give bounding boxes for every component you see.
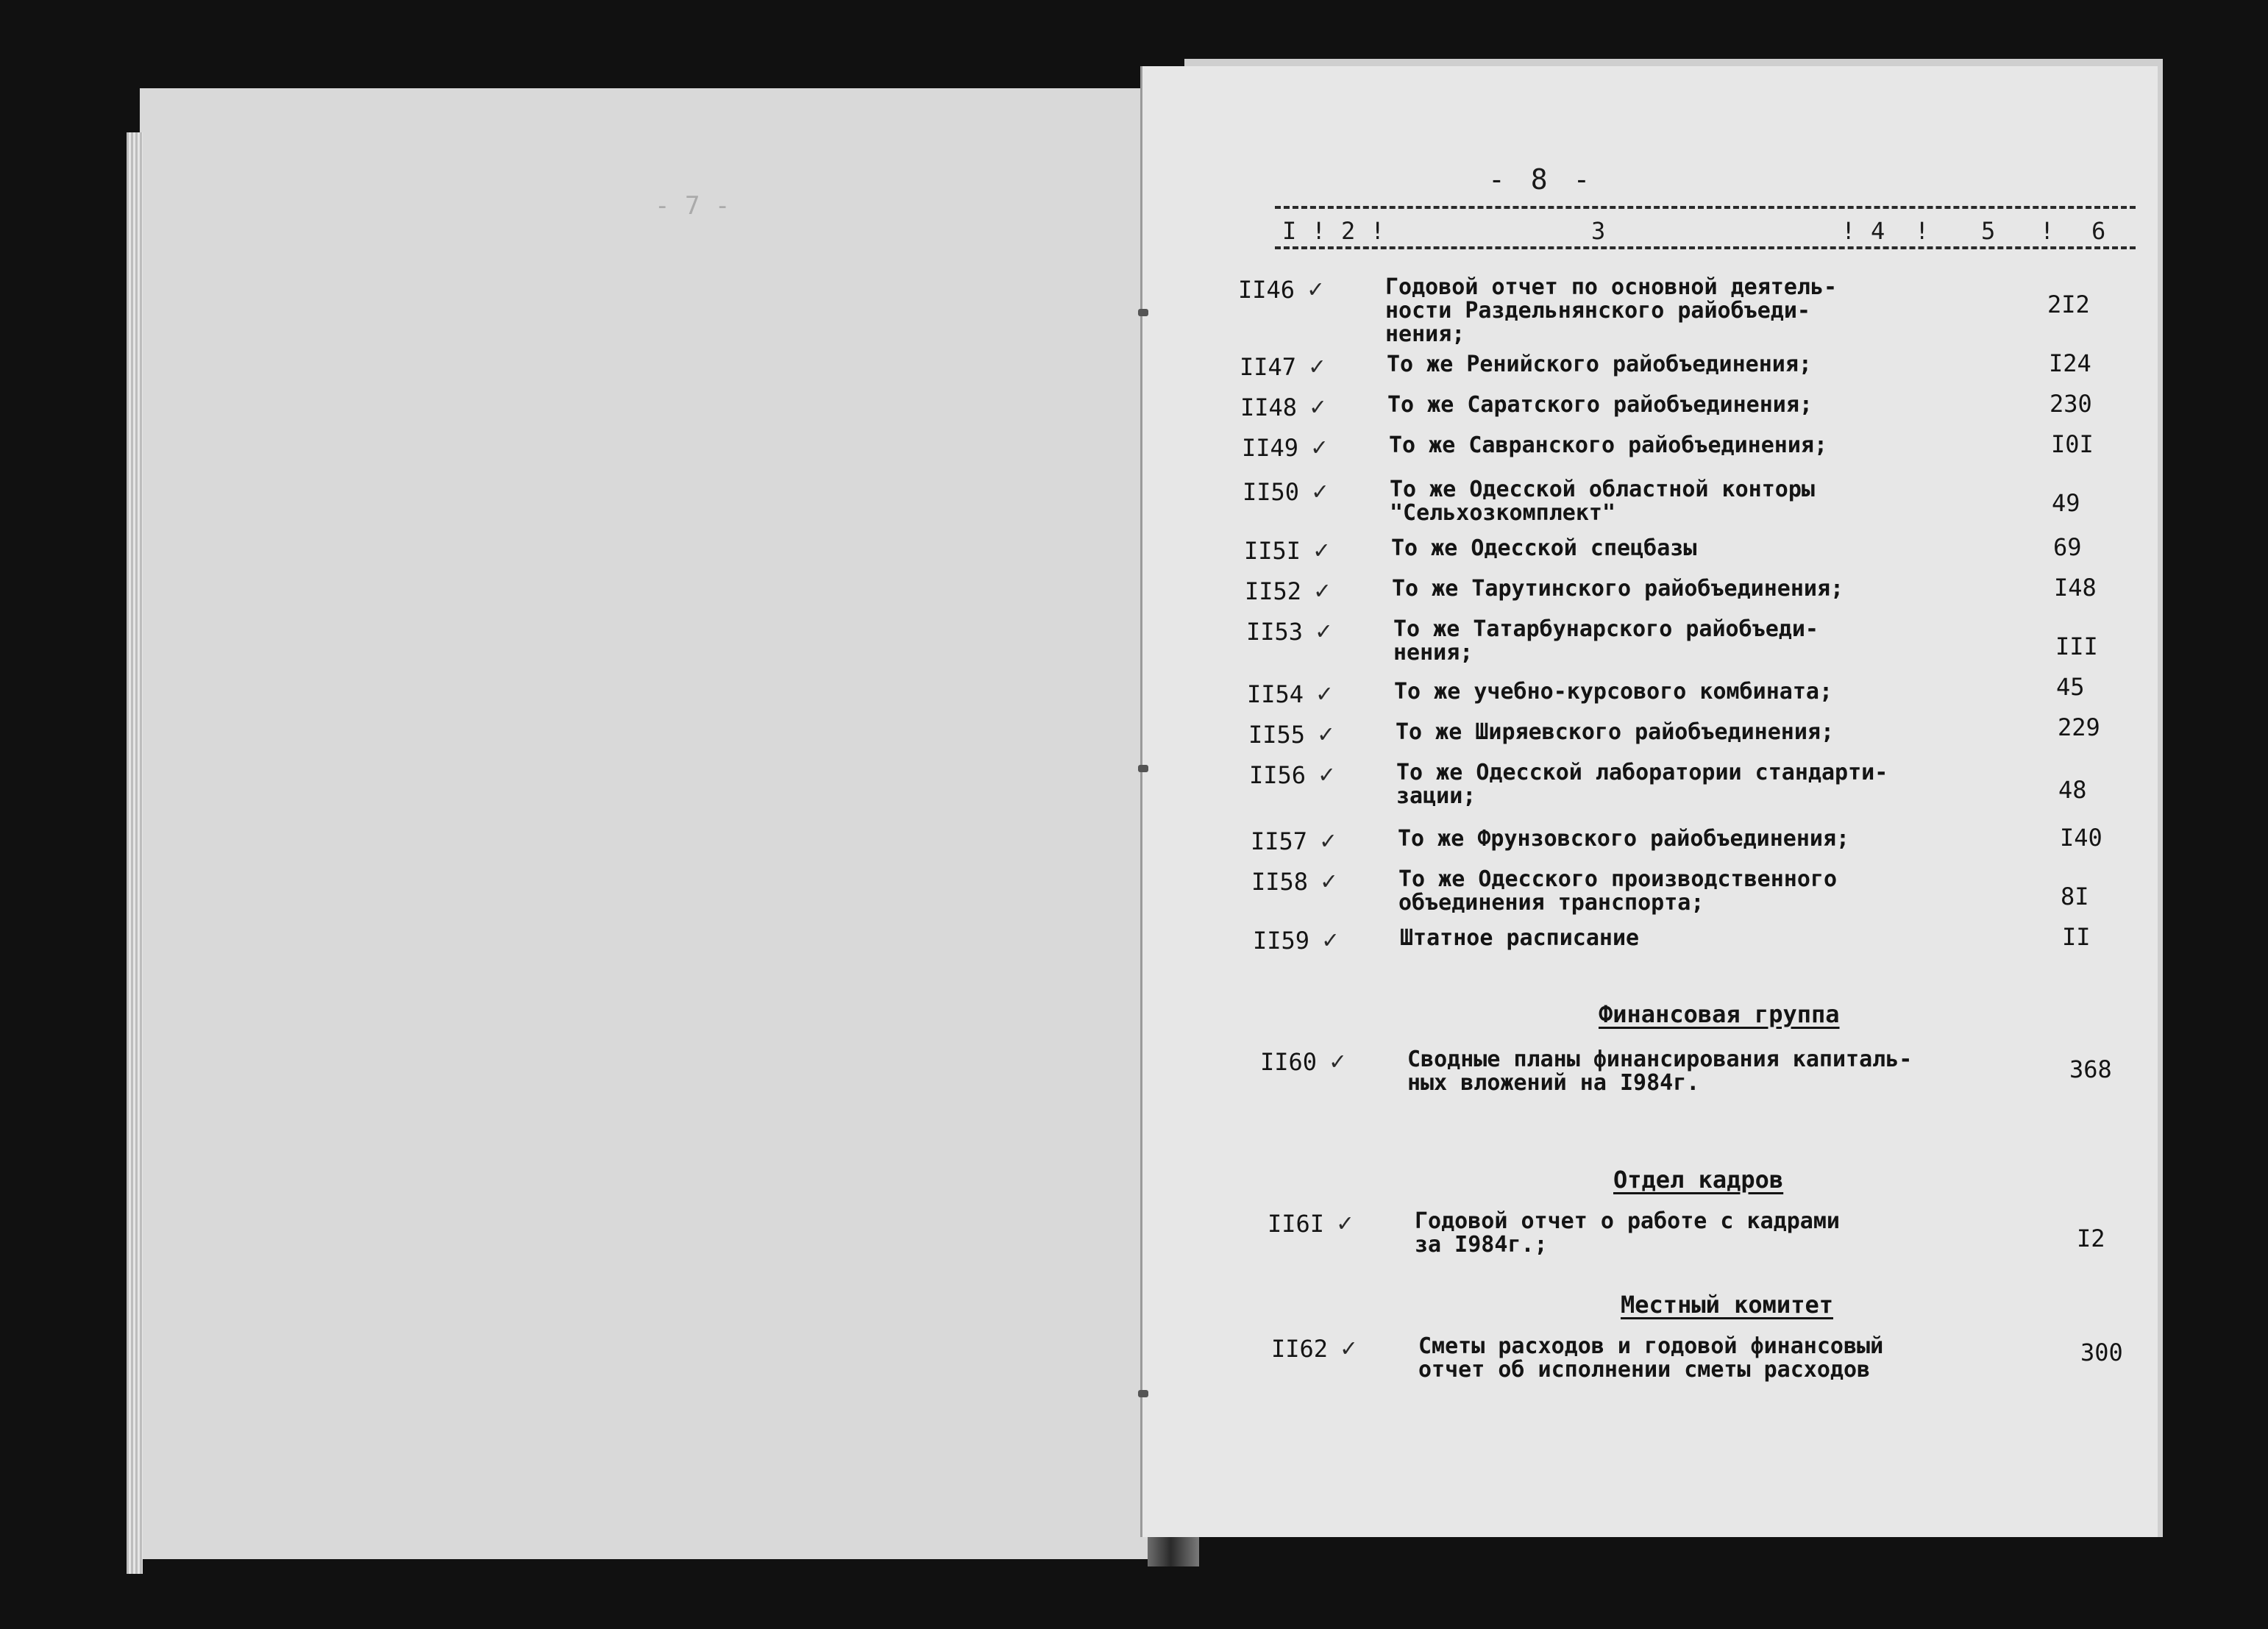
item-description: То же Одесского производственного объединения транспорта; xyxy=(1398,866,1838,916)
item-number: II50 xyxy=(1243,478,1300,506)
item-number: II55 xyxy=(1248,721,1306,749)
item-number: II60 xyxy=(1260,1048,1318,1076)
item-description: То же Татарбунарского райобъеди- нения; xyxy=(1393,616,1819,666)
item-description: Годовой отчет по основной деятель- ности Раздельнянского райобъеди- нения; xyxy=(1385,274,1838,347)
item-number: II56 xyxy=(1249,761,1307,789)
checkmark-icon: ✓ xyxy=(1341,1333,1357,1363)
item-page-count: I2 xyxy=(2077,1225,2105,1252)
checkmark-icon: ✓ xyxy=(1308,274,1323,304)
col-header-6: 6 xyxy=(2091,217,2106,245)
item-page-count: I0I xyxy=(2051,430,2094,458)
section-heading-committee: Местный комитет xyxy=(1621,1291,1833,1319)
checkmark-icon: ✓ xyxy=(1315,576,1330,605)
col-sep: ! xyxy=(2040,217,2055,245)
item-number: II49 xyxy=(1242,434,1299,462)
section-heading-finance: Финансовая группа xyxy=(1599,1000,1840,1028)
item-description: То же Тарутинского райобъединения; xyxy=(1392,576,1844,602)
item-description: То же Фрунзовского райобъединения; xyxy=(1398,826,1850,852)
item-page-count: III xyxy=(2055,632,2098,660)
item-page-count: 368 xyxy=(2069,1055,2112,1083)
item-page-count: 45 xyxy=(2056,673,2085,701)
item-page-count: I24 xyxy=(2049,349,2091,377)
item-number: II46 xyxy=(1238,276,1295,304)
item-number: II62 xyxy=(1271,1335,1329,1363)
item-description: То же учебно-курсового комбината; xyxy=(1394,679,1833,705)
checkmark-icon: ✓ xyxy=(1330,1047,1345,1076)
item-description: То же Ренийского райобъединения; xyxy=(1387,352,1812,377)
item-number: II48 xyxy=(1240,393,1298,421)
section-heading-personnel: Отдел кадров xyxy=(1613,1166,1784,1194)
item-page-count: 229 xyxy=(2058,713,2100,741)
item-description: То же Савранского райобъединения; xyxy=(1389,432,1828,458)
item-description: Сводные планы финансирования капиталь- ных вложений на I984г. xyxy=(1407,1047,1913,1096)
col-header-5: 5 xyxy=(1981,217,1996,245)
checkmark-icon: ✓ xyxy=(1319,760,1334,789)
item-description: Сметы расходов и годовой финансовый отчет об исполнении сметы расходов xyxy=(1418,1333,1884,1383)
item-description: То же Ширяевского райобъединения; xyxy=(1396,719,1835,745)
left-page-number-faded: - 7 - xyxy=(655,191,730,221)
checkmark-icon: ✓ xyxy=(1337,1208,1353,1238)
col-sep: ! xyxy=(1841,217,1856,245)
item-page-count: II xyxy=(2062,923,2091,951)
col-sep: ! xyxy=(1371,217,1385,245)
item-page-count: 48 xyxy=(2058,776,2087,804)
item-number: II57 xyxy=(1251,827,1308,855)
item-number: II6I xyxy=(1268,1210,1325,1238)
checkmark-icon: ✓ xyxy=(1320,826,1336,855)
item-number: II53 xyxy=(1246,618,1304,646)
col-header-3: 3 xyxy=(1591,217,1606,245)
checkmark-icon: ✓ xyxy=(1312,477,1328,506)
item-page-count: 8I xyxy=(2061,883,2089,910)
open-book xyxy=(140,59,2192,1566)
checkmark-icon: ✓ xyxy=(1317,679,1332,708)
item-page-count: 230 xyxy=(2050,390,2092,418)
item-page-count: 2I2 xyxy=(2047,290,2090,318)
checkmark-icon: ✓ xyxy=(1321,866,1337,896)
item-number: II54 xyxy=(1247,680,1304,708)
item-number: II58 xyxy=(1251,868,1309,896)
checkmark-icon: ✓ xyxy=(1318,719,1334,749)
checkmark-icon: ✓ xyxy=(1323,925,1338,955)
item-description: То же Одесской лаборатории стандарти- зации; xyxy=(1396,760,1888,809)
item-page-count: I48 xyxy=(2054,574,2097,602)
item-description: Штатное расписание xyxy=(1400,925,1640,951)
page-edges xyxy=(127,132,143,1574)
page-number: - 8 - xyxy=(1488,163,1595,196)
item-number: II59 xyxy=(1253,927,1310,955)
col-sep: ! xyxy=(1312,217,1326,245)
item-page-count: I40 xyxy=(2060,824,2102,852)
checkmark-icon: ✓ xyxy=(1312,432,1327,462)
checkmark-icon: ✓ xyxy=(1310,392,1326,421)
faded-left-page-content xyxy=(206,235,1089,281)
right-page xyxy=(1140,66,2158,1537)
item-page-count: 49 xyxy=(2052,489,2080,517)
col-header-2: 2 xyxy=(1341,217,1356,245)
item-description: То же Одесской областной конторы "Сельхозкомплект" xyxy=(1390,477,1815,526)
item-number: II5I xyxy=(1244,537,1301,565)
checkmark-icon: ✓ xyxy=(1316,616,1332,646)
col-header-4: 4 xyxy=(1871,217,1885,245)
item-page-count: 300 xyxy=(2080,1339,2123,1366)
col-sep: ! xyxy=(1915,217,1930,245)
item-description: То же Саратского райобъединения; xyxy=(1387,392,1813,418)
item-number: II47 xyxy=(1240,353,1297,381)
item-page-count: 69 xyxy=(2053,533,2082,561)
col-header-1: I xyxy=(1282,217,1297,245)
item-number: II52 xyxy=(1245,577,1302,605)
item-description: Годовой отчет о работе с кадрами за I984г.; xyxy=(1415,1208,1840,1258)
left-page xyxy=(140,88,1152,1559)
checkmark-icon: ✓ xyxy=(1309,352,1325,381)
checkmark-icon: ✓ xyxy=(1314,535,1329,565)
item-description: То же Одесской спецбазы xyxy=(1391,535,1697,561)
